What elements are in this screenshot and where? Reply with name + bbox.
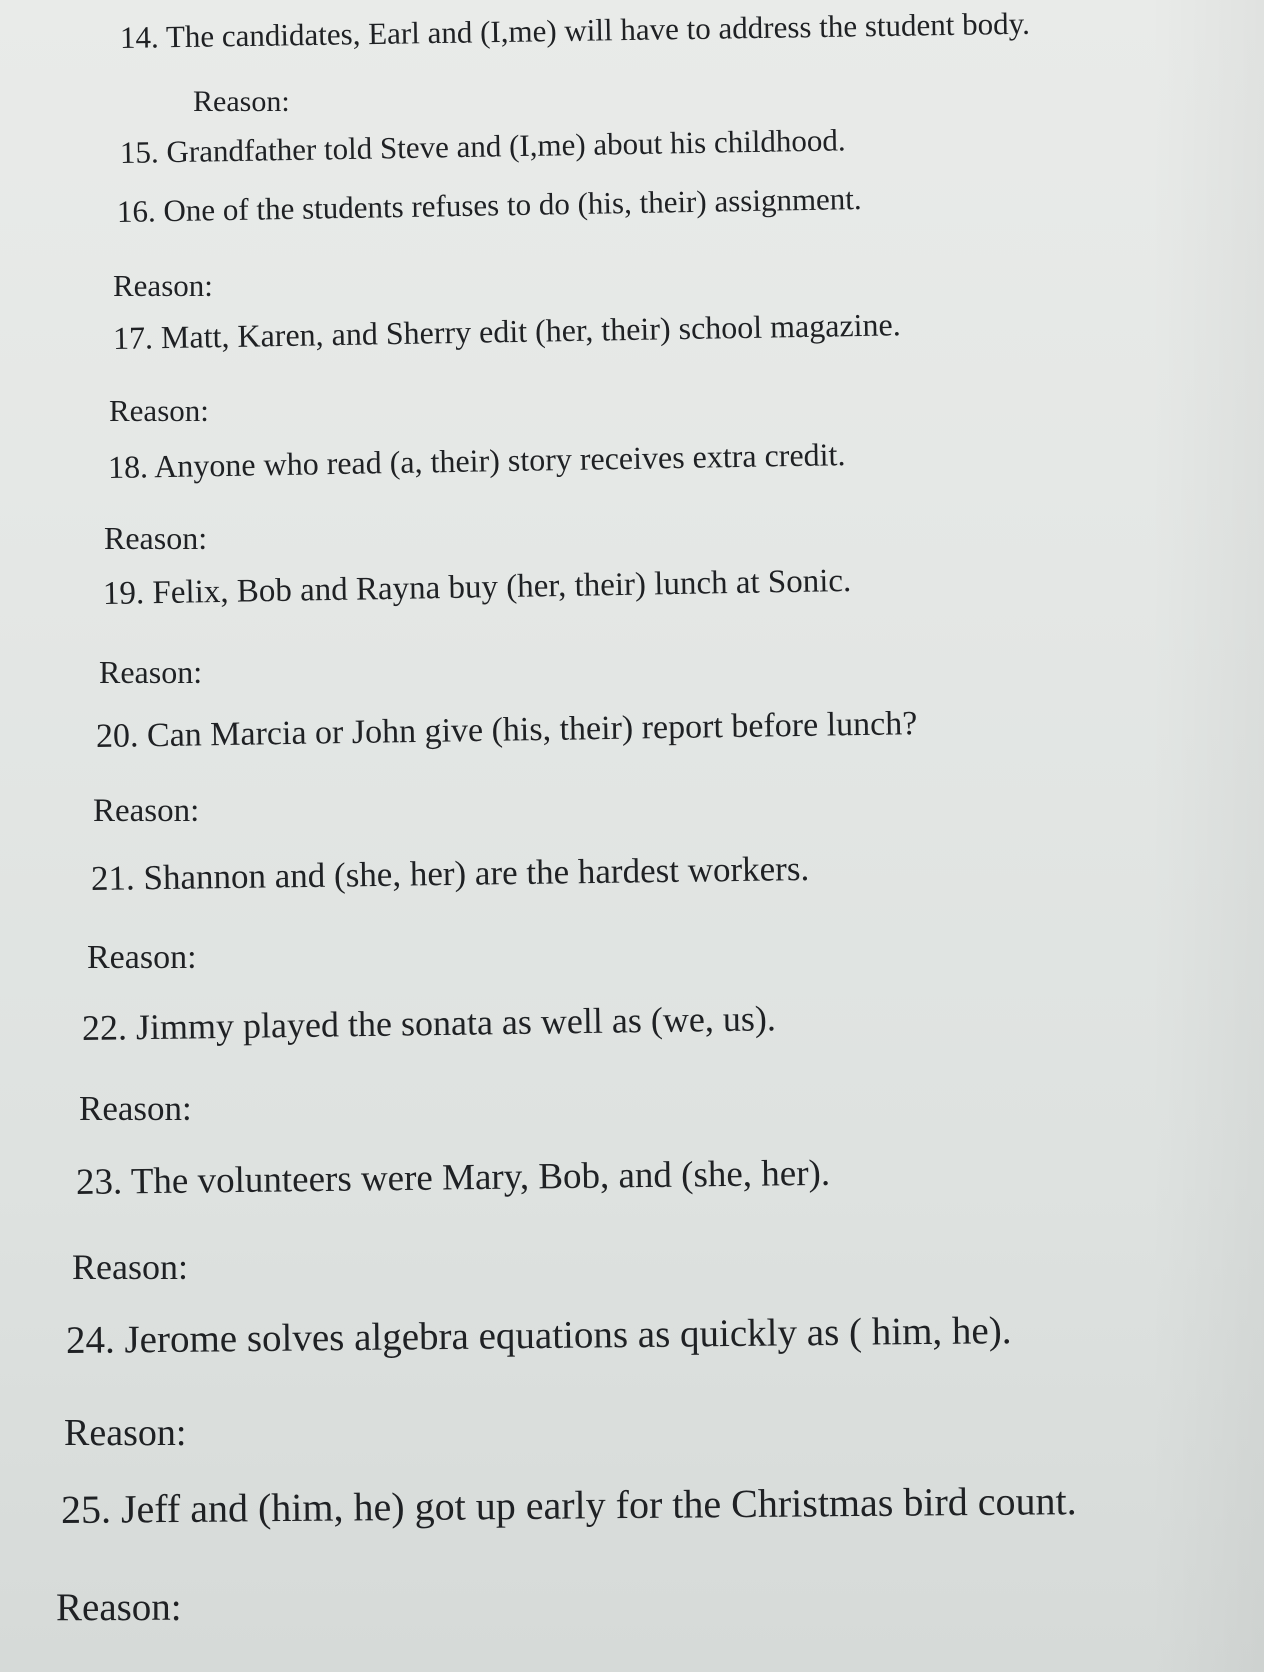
page-edge-shadow: [1150, 0, 1264, 1672]
question-22: 22. Jimmy played the sonata as well as (we, us).: [81, 998, 777, 1048]
reason-24: Reason:: [64, 1412, 187, 1454]
question-23: 23. The volunteers were Mary, Bob, and (she, her).: [75, 1152, 831, 1203]
reason-16: Reason:: [113, 268, 213, 303]
reason-22: Reason:: [79, 1089, 192, 1128]
question-21: 21. Shannon and (she, her) are the hardest workers.: [90, 848, 810, 898]
question-19: 19. Felix, Bob and Rayna buy (her, their) lunch at Sonic.: [102, 562, 852, 612]
question-18: 18. Anyone who read (a, their) story receives extra credit.: [107, 436, 846, 485]
reason-17: Reason:: [109, 393, 209, 428]
reason-20: Reason:: [93, 793, 200, 829]
reason-19: Reason:: [99, 654, 203, 690]
question-17: 17. Matt, Karen, and Sherry edit (her, their) school magazine.: [112, 306, 901, 356]
question-25: 25. Jeff and (him, he) got up early for the Christmas bird count.: [60, 1478, 1077, 1532]
question-24: 24. Jerome solves algebra equations as quickly as ( him, he).: [65, 1309, 1012, 1362]
reason-18: Reason:: [104, 520, 208, 556]
question-20: 20. Can Marcia or John give (his, their) report before lunch?: [95, 705, 918, 755]
question-16: 16. One of the students refuses to do (his, their) assignment.: [116, 181, 862, 229]
question-15: 15. Grandfather told Steve and (I,me) about his childhood.: [119, 122, 846, 170]
question-14: 14. The candidates, Earl and (I,me) will have to address the student body.: [119, 5, 1031, 55]
reason-21: Reason:: [87, 939, 197, 976]
reason-14: Reason:: [193, 85, 290, 118]
reason-25: Reason:: [56, 1586, 182, 1629]
reason-23: Reason:: [72, 1247, 188, 1287]
